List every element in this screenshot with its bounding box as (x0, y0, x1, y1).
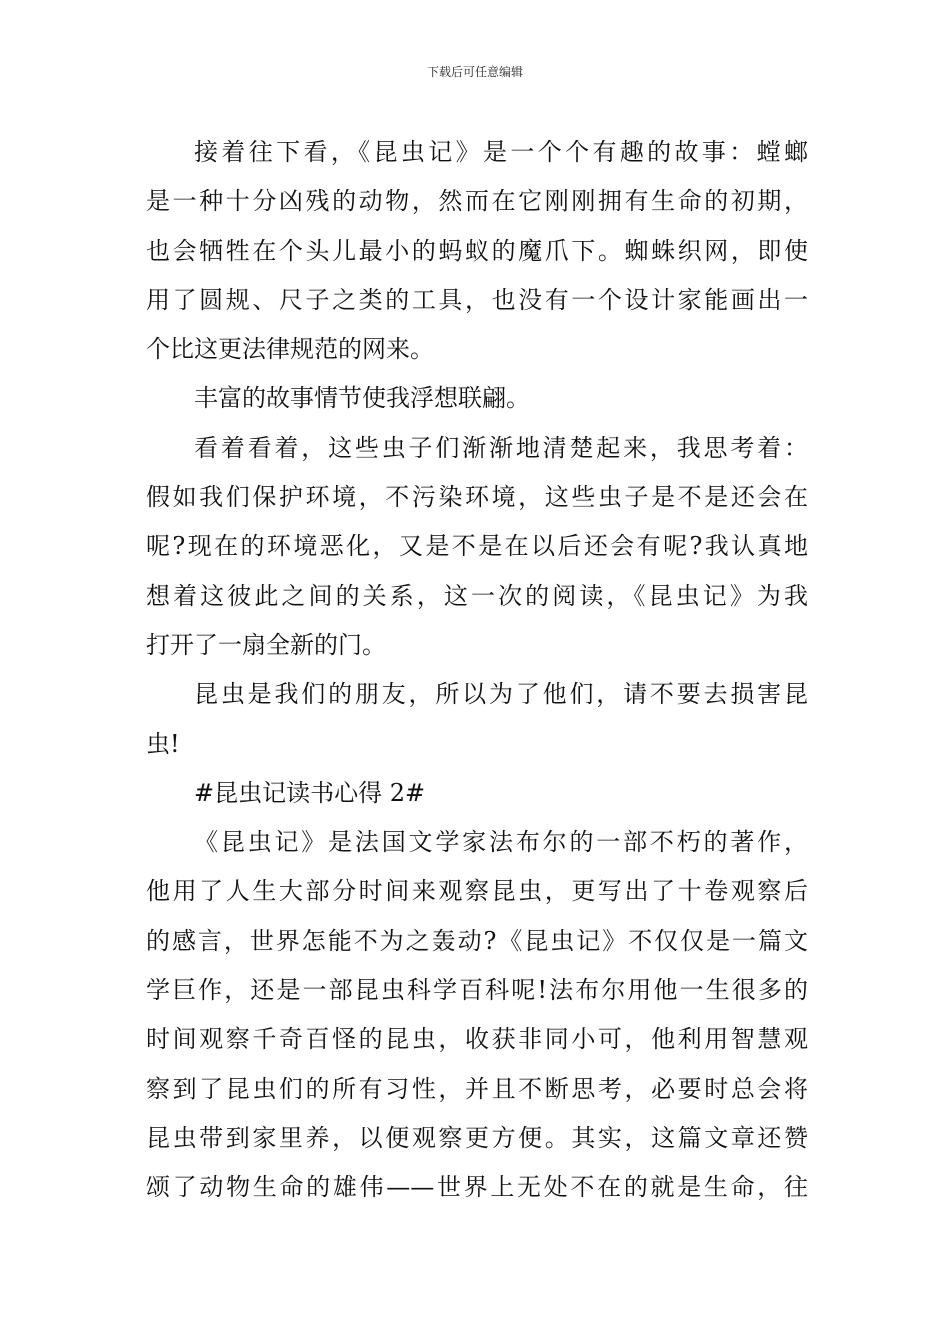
text-line: 颂了动物生命的雄伟——世界上无处不在的就是生命，往 (146, 1173, 808, 1202)
text-line: 昆虫带到家里养，以便观察更方便。其实，这篇文章还赞 (146, 1123, 808, 1152)
text-line: 假如我们保护环境，不污染环境，这些虫子是不是还会在 (146, 483, 808, 512)
text-line: 接着往下看，《昆虫记》是一个个有趣的故事：螳螂 (194, 138, 808, 166)
text-line: 《昆虫记》是法国文学家法布尔的一部不朽的著作， (194, 828, 808, 857)
text-line: 也会牺牲在个头儿最小的蚂蚁的魔爪下。蜘蛛织网，即使 (146, 236, 808, 265)
text-line: 是一种十分凶残的动物，然而在它刚刚拥有生命的初期， (146, 187, 808, 216)
text-line: 学巨作，还是一部昆虫科学百科呢!法布尔用他一生很多的 (146, 976, 808, 1005)
paragraph (146, 424, 808, 670)
text-line: 虫! (146, 729, 180, 758)
text-line: 个比这更法律规范的网来。 (146, 335, 434, 364)
section-heading (146, 769, 808, 818)
text-line: 时间观察千奇百怪的昆虫，收获非同小可，他利用智慧观 (146, 1025, 808, 1054)
text-line: 察到了昆虫们的所有习性，并且不断思考，必要时总会将 (146, 1074, 808, 1103)
paragraph (146, 128, 808, 374)
text-line: 的感言，世界怎能不为之轰动?《昆虫记》不仅仅是一篇文 (146, 926, 808, 955)
text-line: 打开了一扇全新的门。 (146, 630, 386, 659)
text-line: 看着看着，这些虫子们渐渐地清楚起来，我思考着： (194, 433, 808, 462)
paragraph (146, 374, 808, 423)
page-header: 下载后可任意编辑 (426, 65, 523, 79)
paragraph (146, 818, 808, 1212)
text-line: 呢?现在的环境恶化，又是不是在以后还会有呢?我认真地 (146, 532, 808, 561)
paragraph (146, 670, 808, 769)
text-line: 丰富的故事情节使我浮想联翩。 (194, 384, 530, 413)
text-line: 他用了人生大部分时间来观察昆虫，更写出了十卷观察后 (146, 877, 808, 906)
text-line: 用了圆规、尺子之类的工具，也没有一个设计家能画出一 (146, 285, 808, 314)
text-line: 想着这彼此之间的关系，这一次的阅读，《昆虫记》为我 (146, 581, 808, 610)
document-body (146, 128, 808, 1213)
text-line: 昆虫是我们的朋友，所以为了他们，请不要去损害昆 (194, 680, 808, 709)
heading-text: #昆虫记读书心得 2# (194, 778, 426, 807)
